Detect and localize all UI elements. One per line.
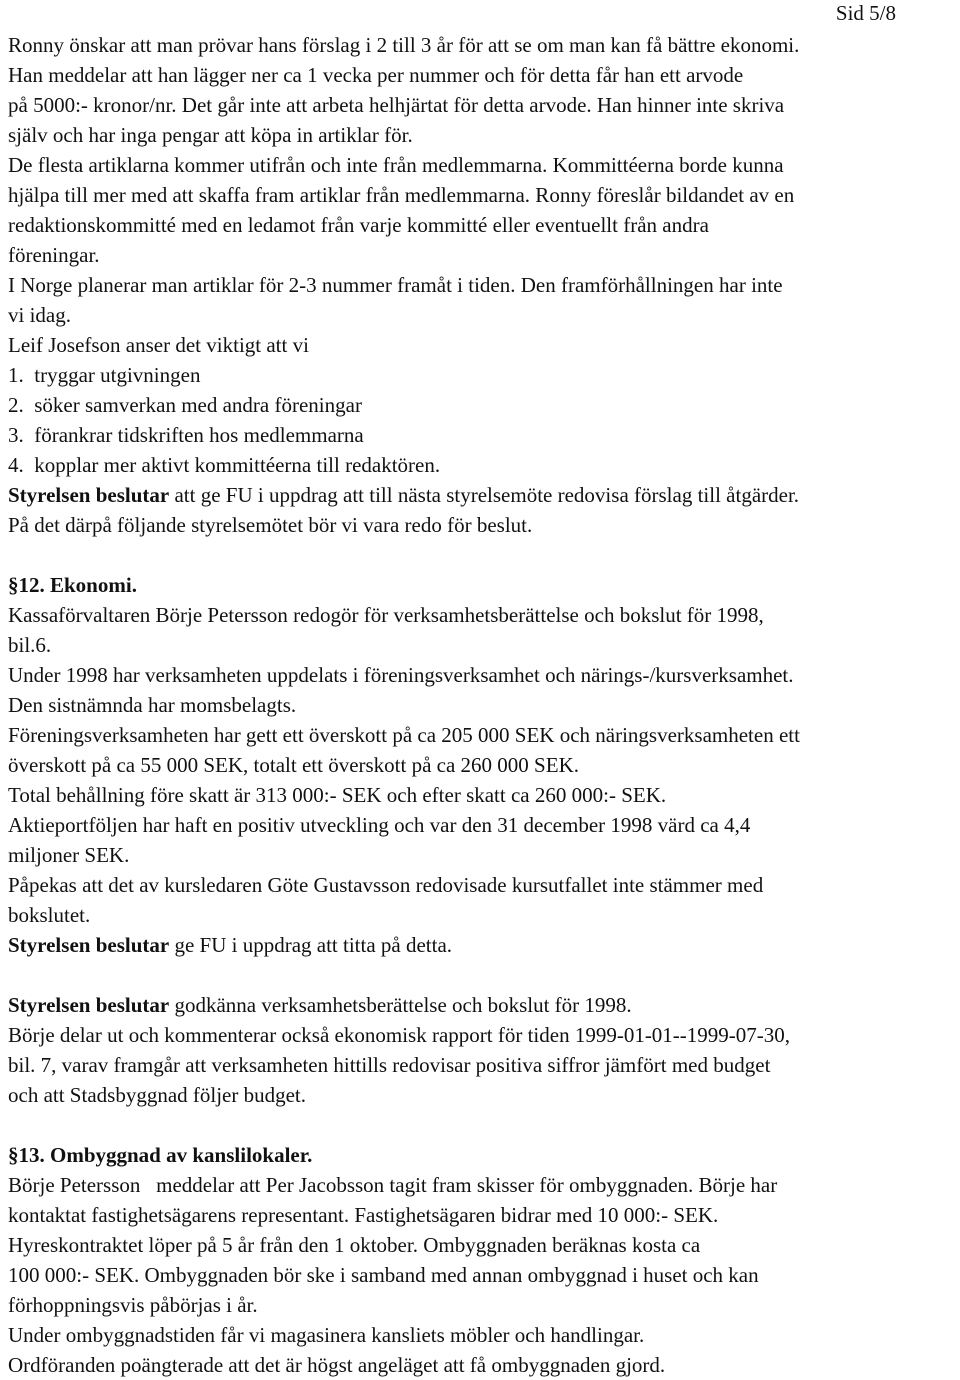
text-line: 100 000:- SEK. Ombyggnaden bör ske i samband med annan ombyggnad i huset och kan (8, 1263, 759, 1287)
text-line: föreningar. (8, 243, 100, 267)
text-line: förhoppningsvis påbörjas i år. (8, 1293, 258, 1317)
text-line: redaktionskommitté med en ledamot från varje kommitté eller eventuellt från andra (8, 213, 709, 237)
text-line: Ronny önskar att man prövar hans förslag i 2 till 3 år för att se om man kan få bättre ekonomi. (8, 33, 800, 57)
text-line: 2. söker samverkan med andra föreningar (8, 393, 362, 417)
text-line: vi idag. (8, 303, 71, 327)
text-line: Leif Josefson anser det viktigt att vi (8, 333, 309, 357)
text-line: Han meddelar att han lägger ner ca 1 vecka per nummer och för detta får han ett arvode (8, 63, 744, 87)
decision-text: att ge FU i uppdrag att till nästa styrelsemöte redovisa förslag till åtgärder. (169, 483, 800, 507)
blank-line (8, 1110, 960, 1140)
text-line: Under 1998 har verksamheten uppdelats i föreningsverksamhet och närings-/kursverksamhet. (8, 663, 794, 687)
text-line: och att Stadsbyggnad följer budget. (8, 1083, 307, 1107)
text-line: Den sistnämnda har momsbelagts. (8, 693, 297, 717)
decision-label: Styrelsen beslutar (8, 933, 170, 957)
decision-text: ge FU i uppdrag att titta på detta. (169, 933, 453, 957)
text-line: Börje delar ut och kommenterar också ekonomisk rapport för tiden 1999-01-01--1999-07-30, (8, 1023, 791, 1047)
text-line: De flesta artiklarna kommer utifrån och inte från medlemmarna. Kommittéerna borde kunna (8, 153, 784, 177)
text-line: Ordföranden poängterade att det är högst angeläget att få ombyggnaden gjord. (8, 1353, 666, 1377)
decision-label: Styrelsen beslutar (8, 483, 170, 507)
decision-label: Styrelsen beslutar (8, 993, 170, 1017)
text-line: Föreningsverksamheten har gett ett överskott på ca 205 000 SEK och näringsverksamheten ett (8, 723, 800, 747)
text-line: Hyreskontraktet löper på 5 år från den 1 oktober. Ombyggnaden beräknas kosta ca (8, 1233, 701, 1257)
text-line: I Norge planerar man artiklar för 2-3 nummer framåt i tiden. Den framförhållningen har inte (8, 273, 783, 297)
section-heading: §12. Ekonomi. (8, 573, 137, 597)
text-line: På det därpå följande styrelsemötet bör vi vara redo för beslut. (8, 513, 533, 537)
text-line: på 5000:- kronor/nr. Det går inte att arbeta helhjärtat för detta arvode. Han hinner inte skriva (8, 93, 785, 117)
page-number: Sid 5/8 (835, 1, 896, 25)
blank-line (8, 540, 960, 570)
text-line: 4. kopplar mer aktivt kommittéerna till redaktören. (8, 453, 441, 477)
decision-text: godkänna verksamhetsberättelse och bokslut för 1998. (169, 993, 632, 1017)
decision-line (8, 930, 960, 960)
decision-line (8, 480, 960, 510)
text-line: Under ombyggnadstiden får vi magasinera kansliets möbler och handlingar. (8, 1323, 645, 1347)
section-heading: §13. Ombyggnad av kanslilokaler. (8, 1143, 313, 1167)
text-line: bil. 7, varav framgår att verksamheten hittills redovisar positiva siffror jämfört med budget (8, 1053, 771, 1077)
text-line: Påpekas att det av kursledaren Göte Gustavsson redovisade kursutfallet inte stämmer med (8, 873, 764, 897)
text-line: överskott på ca 55 000 SEK, totalt ett överskott på ca 260 000 SEK. (8, 753, 579, 777)
text-line: själv och har inga pengar att köpa in artiklar för. (8, 123, 413, 147)
text-line: Total behållning före skatt är 313 000:- SEK och efter skatt ca 260 000:- SEK. (8, 783, 667, 807)
text-line: kontaktat fastighetsägarens representant. Fastighetsägaren bidrar med 10 000:- SEK. (8, 1203, 719, 1227)
text-line: bokslutet. (8, 903, 91, 927)
blank-line (8, 960, 960, 990)
document-body (8, 30, 960, 1380)
text-line: Aktieportföljen har haft en positiv utveckling och var den 31 december 1998 värd ca 4,4 (8, 813, 751, 837)
text-line: hjälpa till mer med att skaffa fram artiklar från medlemmarna. Ronny föreslår bildandet av en (8, 183, 795, 207)
text-line: 3. förankrar tidskriften hos medlemmarna (8, 423, 364, 447)
text-line: Börje Petersson meddelar att Per Jacobsson tagit fram skisser för ombyggnaden. Börje har (8, 1173, 778, 1197)
text-line: Kassaförvaltaren Börje Petersson redogör för verksamhetsberättelse och bokslut för 1998, (8, 603, 764, 627)
decision-line (8, 990, 960, 1020)
text-line: 1. tryggar utgivningen (8, 363, 201, 387)
text-line: miljoner SEK. (8, 843, 130, 867)
text-line: bil.6. (8, 633, 52, 657)
